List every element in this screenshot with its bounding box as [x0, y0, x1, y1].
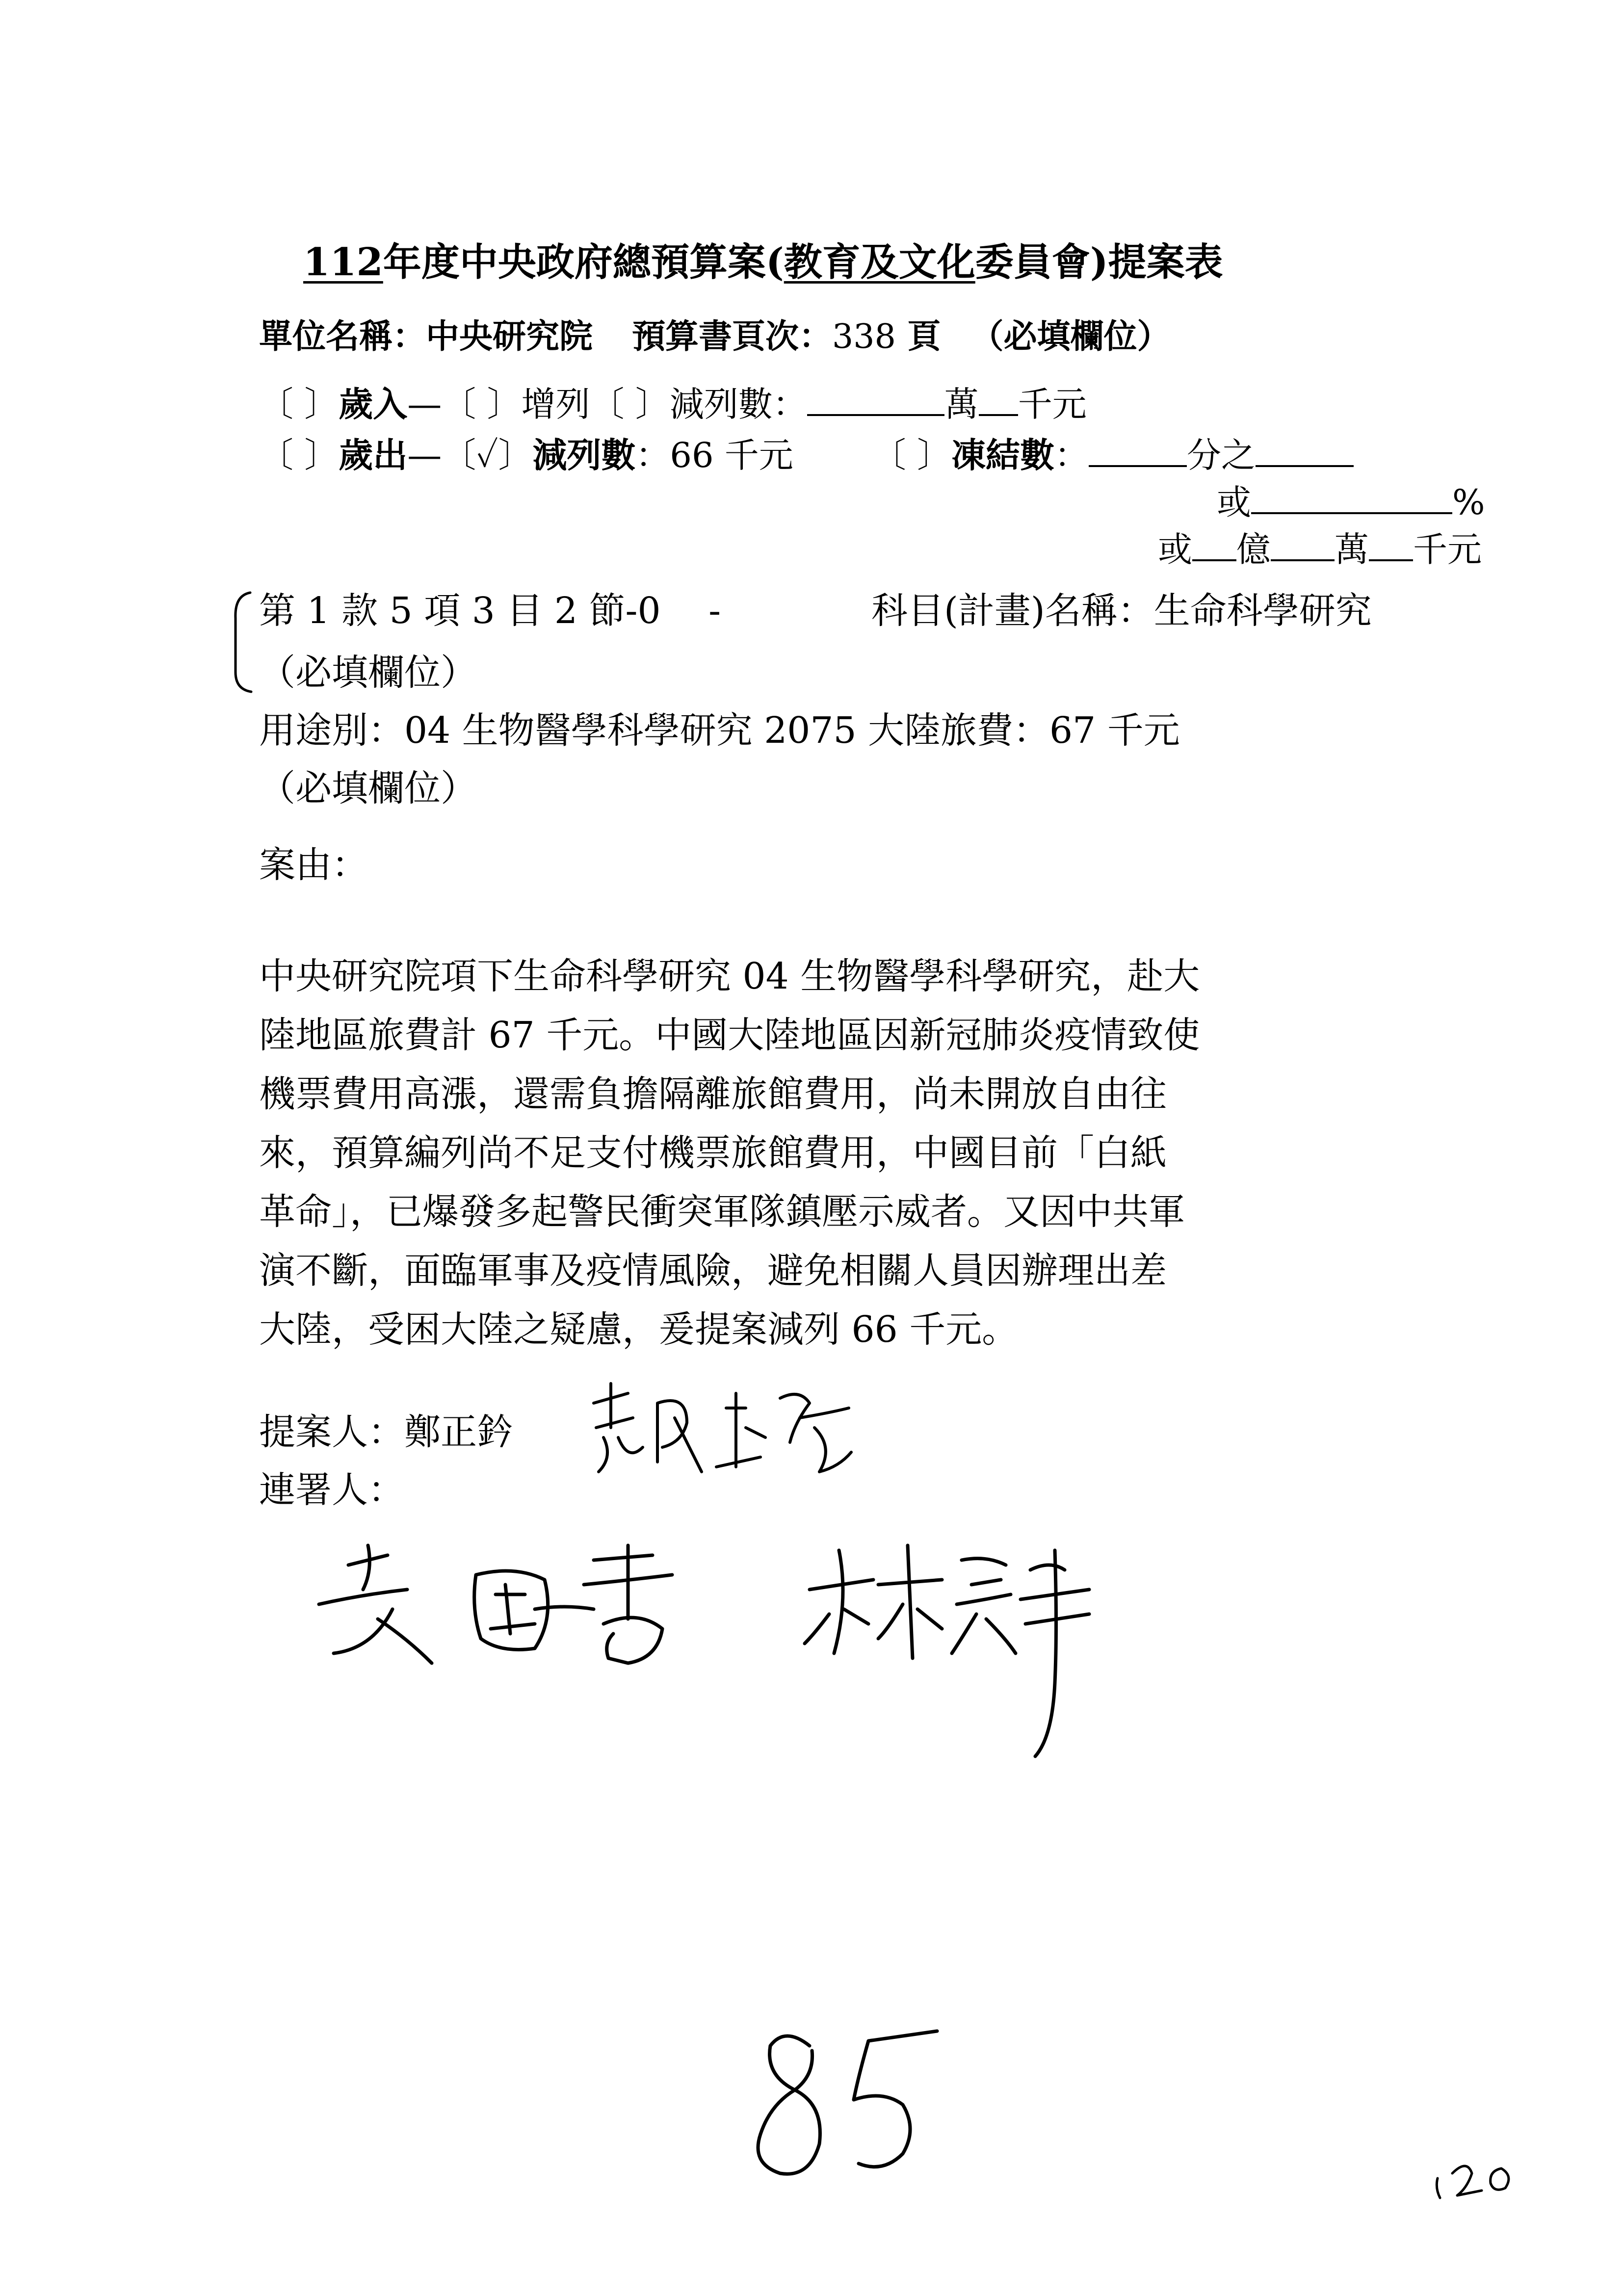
handwritten-number — [736, 2016, 952, 2193]
account-required: （必填欄位） — [259, 652, 477, 694]
blank-numerator — [1089, 435, 1187, 467]
or-label: 或 — [1158, 529, 1192, 570]
blank-qian2 — [1369, 529, 1413, 561]
unit-label: 單位名稱： — [259, 317, 426, 356]
subject-name — [871, 582, 1372, 634]
add-checkbox: 〔 〕 — [442, 384, 522, 424]
or-label: 或 — [1217, 482, 1251, 522]
reduce-checkbox: 〔 〕 — [590, 384, 670, 424]
proposer-line — [259, 1403, 513, 1455]
usage-line: 用途別：04 生物醫學科學研究 2075 大陸旅費：67 千元 — [259, 709, 1180, 752]
expense-checkbox: 〔 〕 — [259, 435, 339, 475]
or-percent-line — [1217, 475, 1485, 524]
blank-wan2 — [1271, 529, 1335, 561]
blank-yi — [1192, 529, 1236, 561]
reason-line: 來，預算編列尚不足支付機票旅館費用，中國目前「白紙 — [259, 1132, 1167, 1174]
reason-line: 大陸，受困大陸之疑慮，爰提案減列 66 千元。 — [259, 1308, 1019, 1351]
blank-wan — [807, 384, 944, 416]
cosigner-signature-2 — [800, 1531, 1104, 1761]
yi-unit: 億 — [1236, 529, 1271, 570]
unit-name: 中央研究院 — [426, 317, 593, 356]
or-amount-line — [1158, 522, 1482, 572]
freeze-checkbox: 〔 〕 — [871, 435, 952, 475]
cosigner-label: 連署人： — [259, 1469, 404, 1511]
blank-denominator — [1256, 435, 1354, 467]
reason-label: 案由： — [259, 844, 368, 886]
account-bracket — [231, 589, 260, 697]
title-committee-suffix: 委員會 — [975, 240, 1090, 285]
title-year: 112 — [303, 240, 383, 285]
qian-unit: 千元 — [1413, 529, 1482, 570]
qian-unit: 千元 — [1018, 384, 1087, 424]
reason-line: 中央研究院項下生命科學研究 04 生物醫學科學研究，赴大 — [259, 955, 1200, 997]
freeze-label: 凍結數 — [951, 435, 1055, 475]
proposer-signature — [584, 1374, 859, 1491]
title-committee: 教育及文化 — [784, 240, 975, 285]
dash: — — [407, 435, 442, 475]
reason-line: 陸地區旅費計 67 千元。中國大陸地區因新冠肺炎疫情致使 — [259, 1014, 1200, 1056]
freeze-colon: ： — [1054, 435, 1089, 475]
page-suffix: 頁 — [907, 317, 941, 356]
proposer-name: 鄭正鈐 — [404, 1411, 513, 1453]
expense-reduce-checkbox: 〔✓〕 — [442, 435, 533, 475]
add-label: 增列 — [521, 384, 590, 424]
usage-required: （必填欄位） — [259, 767, 477, 809]
account-line — [259, 582, 721, 634]
revenue-label: 歲入 — [339, 384, 408, 424]
wan-unit: 萬 — [944, 384, 979, 424]
page-label: 預算書頁次： — [632, 317, 833, 356]
blank-qian — [979, 384, 1018, 416]
percent-sign: % — [1452, 482, 1485, 522]
required-note: （必填欄位） — [970, 317, 1171, 356]
reason-body — [259, 947, 1200, 1359]
page-title — [303, 232, 1223, 287]
blank-percent — [1251, 482, 1452, 514]
expense-reduce-label: 減列數 — [532, 435, 636, 475]
fen-label: 分之 — [1187, 435, 1256, 475]
title-part1: 年度中央政府總預算案( — [383, 240, 784, 285]
reason-line: 革命」，已爆發多起警民衝突軍隊鎮壓示威者。又因中共軍 — [259, 1191, 1185, 1233]
dash: — — [407, 384, 442, 424]
account-code: 第 1 款 5 項 3 目 2 節-0 - — [259, 590, 721, 632]
cosigner-signature-1 — [289, 1536, 785, 1683]
page-note — [1428, 2149, 1526, 2208]
expense-label: 歲出 — [339, 435, 408, 475]
reason-line: 機票費用高漲，還需負擔隔離旅館費用，尚未開放自由往 — [259, 1073, 1167, 1115]
revenue-line — [259, 377, 1087, 426]
expense-line — [259, 428, 1354, 477]
title-part2: )提案表 — [1090, 240, 1223, 285]
proposer-label: 提案人： — [259, 1411, 404, 1453]
revenue-checkbox: 〔 〕 — [259, 384, 339, 424]
unit-line — [259, 310, 1171, 358]
expense-reduce-amount: ：66 千元 — [635, 435, 793, 475]
page-number: 338 — [832, 317, 896, 356]
reduce-label: 減列數： — [669, 384, 807, 424]
subject-text: 科目(計畫)名稱：生命科學研究 — [871, 590, 1372, 632]
reason-line: 演不斷，面臨軍事及疫情風險，避免相關人員因辦理出差 — [259, 1250, 1167, 1292]
wan-unit: 萬 — [1335, 529, 1369, 570]
